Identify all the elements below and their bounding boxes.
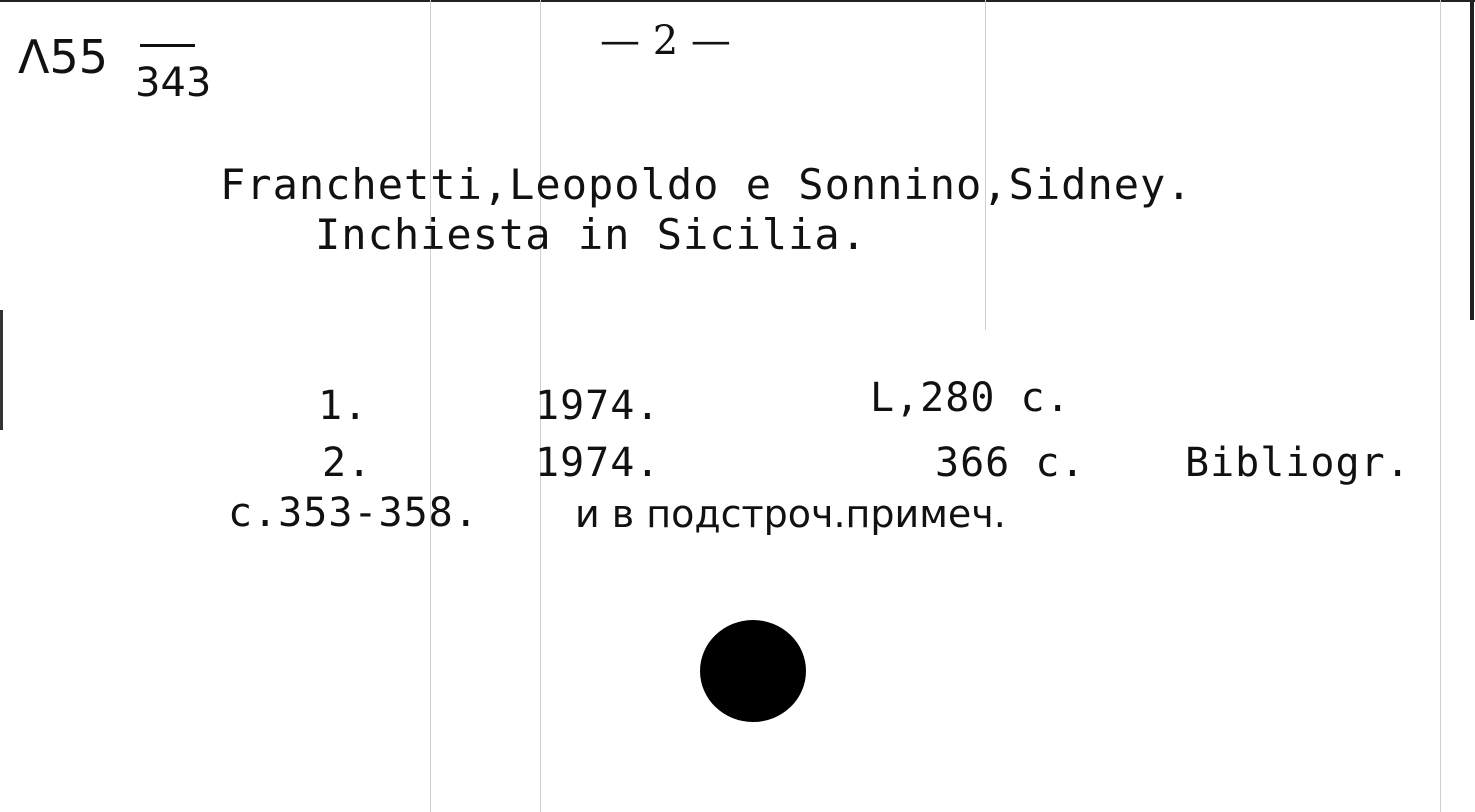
scan-line [430, 0, 431, 812]
shelfmark-main: Λ55 [18, 30, 109, 84]
holding-copy: 1. [318, 383, 369, 429]
card-left-edge [0, 310, 3, 430]
note-handwritten: и в подстроч.примеч. [575, 492, 1006, 536]
holding-copy: 2. [322, 440, 373, 486]
holding-note: Bibliogr. [1185, 440, 1411, 486]
punch-hole [700, 620, 806, 722]
shelfmark-overline [140, 44, 195, 47]
holding-year: 1974. [535, 440, 661, 486]
card-top-edge [0, 0, 1475, 2]
scan-line [1440, 0, 1441, 812]
holding-extent: 366 c. [935, 440, 1086, 486]
card-right-edge [1470, 0, 1474, 320]
note-typed: c.353-358. [228, 490, 479, 536]
title-line: Inchiesta in Sicilia. [315, 210, 868, 259]
shelfmark-sub: 343 [135, 60, 212, 106]
holding-extent: L,280 c. [870, 375, 1071, 421]
author-line: Franchetti,Leopoldo e Sonnino,Sidney. [220, 160, 1193, 209]
page-number: — 2 — [600, 18, 731, 64]
holding-year: 1974. [535, 383, 661, 429]
